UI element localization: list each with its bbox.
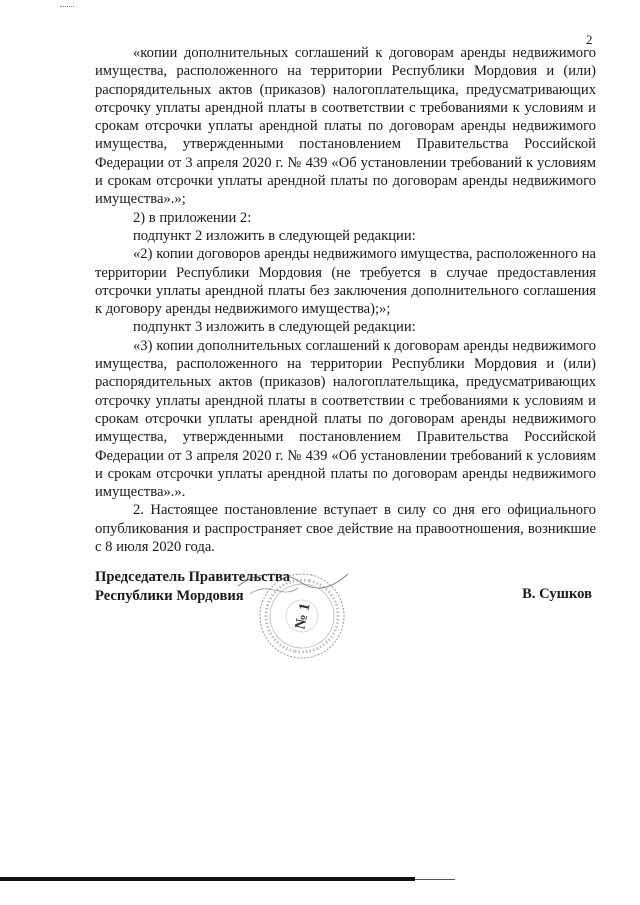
signatory-name: В. Сушков bbox=[522, 586, 592, 602]
signatory-position-line-2: Республики Мордовия bbox=[95, 587, 244, 604]
paragraph-amendment-copies: «копии дополнительных соглашений к договорам аренды недвижимого имущества, расположенного на территории Республики Мордовия и (или) распорядительных актов (приказов) налогоплательщика, предусматривающих отсрочку уплаты арендной платы в соответствии с требованиями к условиям и срокам отсрочки уплаты арендной платы по договорам аренды недвижимого имущества, утвержденными постановлением Правительства Российской Федерации от 3 апреля 2020 г. № 439 «Об установлении требований к условиям и срокам отсрочки уплаты арендной платы по договорам аренды недвижимого имущества».»; bbox=[95, 45, 596, 208]
paragraph-subpoint-2-intro: подпункт 2 изложить в следующей редакции: bbox=[133, 227, 416, 244]
paragraph-appendix-2: 2) в приложении 2: bbox=[133, 209, 252, 226]
page-number: 2 bbox=[586, 32, 593, 47]
round-seal-icon bbox=[230, 560, 360, 660]
signatory-position-line-1: Председатель Правительства bbox=[95, 569, 291, 585]
paragraph-subpoint-3-text: «3) копии дополнительных соглашений к договорам аренды недвижимого имущества, расположенного на территории Республики Мордовия и (или) распорядительных актов (приказов) налогоплательщика, предусматривающих отсрочку уплаты арендной платы в соответствии с требованиями к условиям и срокам отсрочки уплаты арендной платы по договорам аренды недвижимого имущества, утвержденными постановлением Правительства Российской Федерации от 3 апреля 2020 г. № 439 «Об установлении требований к условиям и срокам отсрочки уплаты арендной платы по договорам аренды недвижимого имущества».». bbox=[95, 337, 596, 501]
document-body bbox=[95, 44, 596, 556]
scan-edge-rule bbox=[0, 877, 415, 881]
scan-artifact bbox=[60, 6, 74, 7]
paragraph-effective-date: 2. Настоящее постановление вступает в силу со дня его официального опубликования и распространяет свое действие на правоотношения, возникшие с 8 июля 2020 года. bbox=[95, 502, 596, 556]
seal-number: № 1 bbox=[292, 601, 314, 631]
paragraph-subpoint-2-text: «2) копии договоров аренды недвижимого имущества, расположенного на территории Республики Мордовия (не требуется в случае предоставления отсрочки уплаты арендной платы без заключения дополнительного соглашения к договору аренды недвижимого имущества);»; bbox=[95, 246, 596, 318]
scan-edge-rule-thin bbox=[415, 879, 455, 880]
paragraph-subpoint-3-intro: подпункт 3 изложить в следующей редакции: bbox=[133, 319, 416, 336]
